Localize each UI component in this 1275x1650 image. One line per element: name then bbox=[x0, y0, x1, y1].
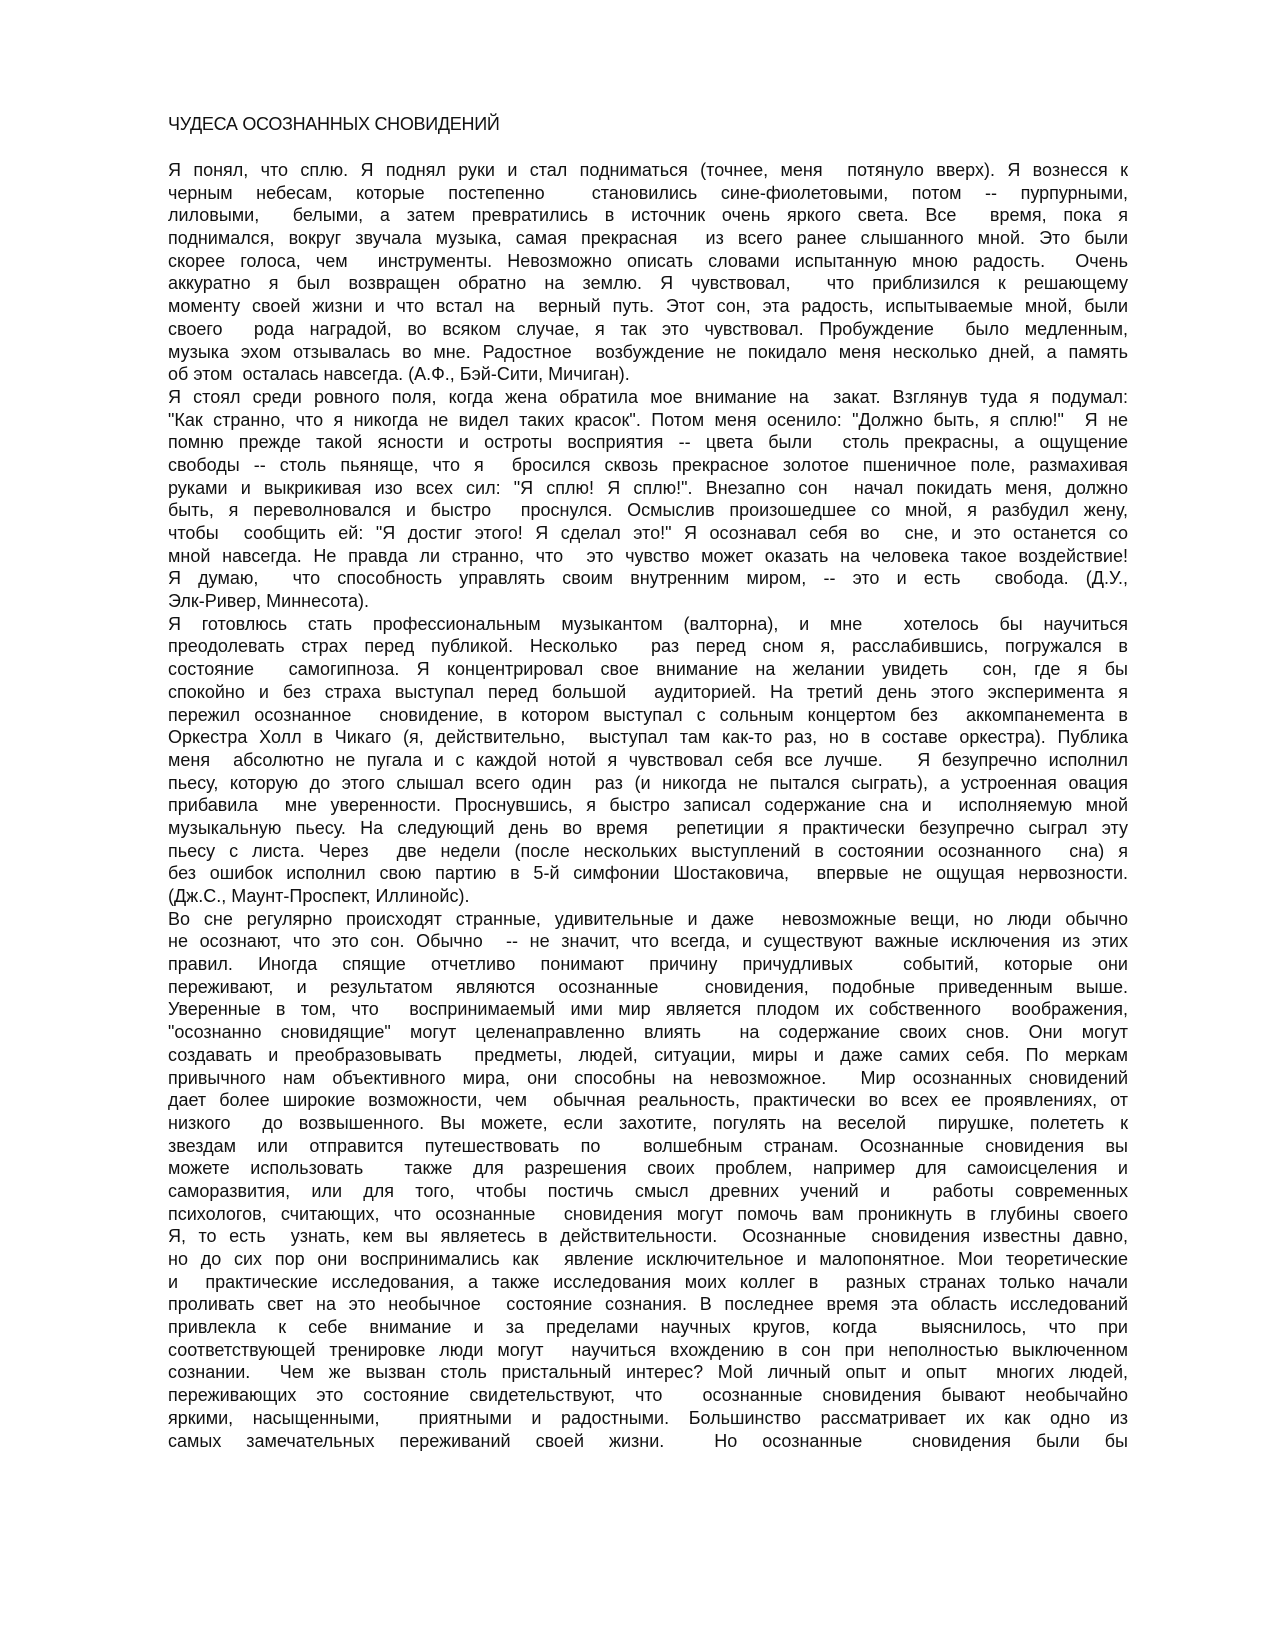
text-line: скорее голоса, чем инструменты. Невозможно описать словами испытанную мною радость. Очень bbox=[168, 250, 1128, 271]
text-line: преодолевать страх перед публикой. Несколько раз перед сном я, расслабившись, погружался в bbox=[168, 636, 1128, 657]
text-line: черным небесам, которые постепенно становились сине-фиолетовыми, потом -- пурпурными, bbox=[168, 182, 1128, 203]
text-line: Оркестра Холл в Чикаго (я, действительно, выступал там как-то раз, но в составе оркестра). Публика bbox=[168, 727, 1128, 748]
text-line: лиловыми, белыми, а затем превратились в источник очень яркого света. Все время, пока я bbox=[168, 205, 1128, 226]
text-line: быть, я переволновался и быстро проснулся. Осмыслив произошедшее со мной, я разбудил жену, bbox=[168, 500, 1128, 521]
text-line: и практические исследования, а также исследования моих коллег в разных странах только начали bbox=[168, 1271, 1128, 1292]
text-line: руками и выкрикивая изо всех сил: "Я сплю! Я сплю!". Внезапно сон начал покидать меня, должно bbox=[168, 477, 1128, 498]
text-line: яркими, насыщенными, приятными и радостными. Большинство рассматривает их как одно из bbox=[168, 1407, 1128, 1428]
text-line: "Как странно, что я никогда не видел таких красок". Потом меня осенило: "Должно быть, я сплю!" Я не bbox=[168, 409, 1128, 430]
text-line: свободы -- столь пьяняще, что я бросился сквозь прекрасное золотое пшеничное поле, размахивая bbox=[168, 454, 1128, 475]
text-line: аккуратно я был возвращен обратно на землю. Я чувствовал, что приблизился к решающему bbox=[168, 273, 1128, 294]
paragraph bbox=[168, 908, 1128, 1453]
paragraph bbox=[168, 159, 1128, 386]
text-line: музыкальную пьесу. На следующий день во время репетиции я практически безупречно сыграл эту bbox=[168, 817, 1128, 838]
text-line: Я думаю, что способность управлять своим внутренним миром, -- это и есть свобода. (Д.У., bbox=[168, 568, 1128, 589]
text-line: Я понял, что сплю. Я поднял руки и стал подниматься (точнее, меня потянуло вверх). Я вознесся к bbox=[168, 160, 1128, 180]
text-line: правил. Иногда спящие отчетливо понимают причину причудливых событий, которые они bbox=[168, 954, 1128, 975]
text-line: Во сне регулярно происходят странные, удивительные и даже невозможные вещи, но люди обычно bbox=[168, 908, 1128, 929]
text-line: пьесу, которую до этого слышал всего один раз (и никогда не пытался сыграть), а устроенная овация bbox=[168, 772, 1128, 793]
text-line: об этом осталась навсегда. (А.Ф., Бэй-Сити, Мичиган). bbox=[168, 364, 630, 385]
text-line: Я, то есть узнать, кем вы являетесь в действительности. Осознанные сновидения известны давно, bbox=[168, 1226, 1128, 1247]
text-line: можете использовать также для разрешения своих проблем, например для самоисцеления и bbox=[168, 1158, 1128, 1179]
text-line: пережил осознанное сновидение, в котором выступал с сольным концертом без аккомпанемента в bbox=[168, 704, 1128, 725]
text-line: дает более широкие возможности, чем обычная реальность, практически во всех ее проявлениях, от bbox=[168, 1090, 1128, 1111]
text-line: но до сих пор они воспринимались как явление исключительное и малопонятное. Мои теоретические bbox=[168, 1249, 1128, 1269]
text-line: без ошибок исполнил свою партию в 5-й симфонии Шостаковича, впервые не ощущая нервозности. bbox=[168, 863, 1128, 884]
text-line: моменту своей жизни и что встал на верный путь. Этот сон, эта радость, испытываемые мной, были bbox=[168, 296, 1128, 317]
text-line: спокойно и без страха выступал перед большой аудиторией. На третий день этого эксперимента я bbox=[168, 681, 1128, 702]
text-line: пьесу с листа. Через две недели (после нескольких выступлений в состоянии осознанного сна) я bbox=[168, 840, 1128, 861]
text-line: переживают, и результатом являются осознанные сновидения, подобные приведенным выше. bbox=[168, 976, 1128, 997]
text-line: психологов, считающих, что осознанные сновидения могут помочь вам проникнуть в глубины своего bbox=[168, 1203, 1128, 1224]
text-line: состояние самогипноза. Я концентрировал свое внимание на желании увидеть сон, где я бы bbox=[168, 659, 1128, 680]
text-line: (Дж.С., Маунт-Проспект, Иллинойс). bbox=[168, 886, 470, 906]
text-line: низкого до возвышенного. Вы можете, если захотите, погулять на веселой пирушке, полететь к bbox=[168, 1112, 1128, 1133]
text-line: самых замечательных переживаний своей жизни. Но осознанные сновидения были бы bbox=[168, 1430, 1128, 1451]
text-line: чтобы сообщить ей: "Я достиг этого! Я сделал это!" Я осознавал себя во сне, и это останется со bbox=[168, 523, 1128, 543]
text-line: прибавила мне уверенности. Проснувшись, я быстро записал содержание сна и исполняемую мной bbox=[168, 795, 1128, 816]
text-line: саморазвития, или для того, чтобы постичь смысл древних учений и работы современных bbox=[168, 1180, 1128, 1201]
text-line: "осознанно сновидящие" могут целенаправленно влиять на содержание своих снов. Они могут bbox=[168, 1022, 1128, 1043]
paragraph bbox=[168, 613, 1128, 908]
text-line: мной навсегда. Не правда ли странно, что это чувство может оказать на человека такое воздействие! bbox=[168, 545, 1128, 566]
document-body bbox=[168, 159, 1128, 1452]
text-line: своего рода наградой, во всяком случае, я так это чувствовал. Пробуждение было медленным, bbox=[168, 318, 1128, 339]
text-line: соответствующей тренировке люди могут научиться вхождению в сон при неполностью выключенном bbox=[168, 1339, 1128, 1360]
text-line: Я стоял среди ровного поля, когда жена обратила мое внимание на закат. Взглянув туда я подумал: bbox=[168, 386, 1128, 407]
text-line: музыка эхом отзывалась во мне. Радостное возбуждение не покидало меня несколько дней, а память bbox=[168, 341, 1128, 362]
text-line: привычного нам объективного мира, они способны на невозможное. Мир осознанных сновидений bbox=[168, 1067, 1128, 1088]
text-line: создавать и преобразовывать предметы, людей, ситуации, миры и даже самих себя. По меркам bbox=[168, 1044, 1128, 1065]
text-line: Я готовлюсь стать профессиональным музыкантом (валторна), и мне хотелось бы научиться bbox=[168, 613, 1128, 634]
document-page bbox=[168, 112, 1128, 1452]
text-line: сознании. Чем же вызван столь пристальный интерес? Мой личный опыт и опыт многих людей, bbox=[168, 1362, 1128, 1383]
paragraph bbox=[168, 386, 1128, 613]
text-line: переживающих это состояние свидетельствуют, что осознанные сновидения бывают необычайно bbox=[168, 1385, 1128, 1406]
text-line: помню прежде такой ясности и остроты восприятия -- цвета были столь прекрасны, а ощущение bbox=[168, 432, 1128, 453]
text-line: Уверенные в том, что воспринимаемый ими мир является плодом их собственного воображения, bbox=[168, 999, 1128, 1020]
text-line: звездам или отправится путешествовать по волшебным странам. Осознанные сновидения вы bbox=[168, 1135, 1128, 1156]
text-line: Элк-Ривер, Миннесота). bbox=[168, 591, 369, 612]
text-line: не осознают, что это сон. Обычно -- не значит, что всегда, и существуют важные исключения из этих bbox=[168, 931, 1128, 952]
text-line: меня абсолютно не пугала и с каждой нотой я чувствовал себя все лучше. Я безупречно исполнил bbox=[168, 749, 1128, 770]
text-line: привлекла к себе внимание и за пределами научных кругов, когда выяснилось, что при bbox=[168, 1317, 1128, 1338]
text-line: поднимался, вокруг звучала музыка, самая прекрасная из всего ранее слышанного мной. Это были bbox=[168, 228, 1128, 249]
text-line: проливать свет на это необычное состояние сознания. В последнее время эта область исследований bbox=[168, 1294, 1128, 1315]
document-title: ЧУДЕСА ОСОЗНАННЫХ СНОВИДЕНИЙ bbox=[168, 114, 500, 134]
